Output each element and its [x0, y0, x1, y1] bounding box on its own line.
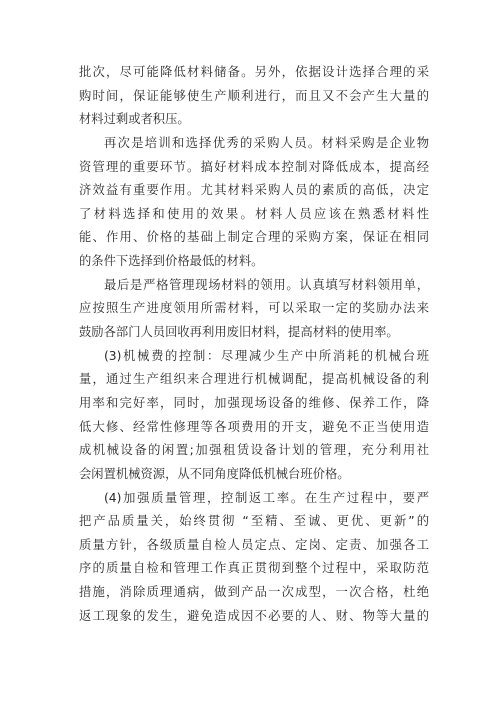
text-line: 序的质量自检和管理工作真正贯彻到整个过程中，采取防范 — [79, 561, 429, 576]
text-line: 了材料选择和使用的效果。材料人员应该在熟悉材料性 — [79, 206, 429, 221]
text-line: 返工现象的发生，避免造成因不必要的人、财、物等大量的 — [79, 608, 429, 623]
text-line: 质量方针，各级质量自检人员定点、定岗、定责、加强各工 — [79, 537, 429, 552]
text-line: 批次，尽可能降低材料储备。另外，依据设计选择合理的采 — [79, 65, 429, 79]
text-line: 把产品质量关，始终贯彻 “至精、至诚、更优、更新”的 — [79, 514, 429, 529]
paragraph-first-line: (4)加强质量管理，控制返工率。在生产过程中，要严 — [104, 490, 429, 505]
paragraph-first-line: 最后是严格管理现场材料的领用。认真填写材料领用单， — [104, 277, 429, 292]
text-line: 低大修、经常性修理等各项费用的开支，避免不正当使用造 — [79, 419, 429, 434]
paragraph-first-line: 再次是培训和选择优秀的采购人员。材料采购是企业物 — [104, 135, 429, 150]
text-line: 量，通过生产组织来合理进行机械调配，提高机械设备的利 — [79, 372, 429, 387]
text-line: 应按照生产进度领用所需材料，可以采取一定的奖励办法来 — [79, 301, 429, 316]
text-line: 资管理的重要环节。搞好材料成本控制对降低成本，提高经 — [79, 159, 429, 174]
text-line: 材料过剩或者积压。 — [79, 112, 190, 127]
text-line: 会闲置机械资源，从不同角度降低机械台班价格。 — [79, 466, 350, 481]
text-line: 用率和完好率，同时，加强现场设备的维修、保养工作，降 — [79, 395, 429, 410]
text-line: 济效益有重要作用。尤其材料采购人员的素质的高低，决定 — [79, 183, 429, 198]
text-line: 能、作用、价格的基础上制定合理的采购方案，保证在相同 — [79, 230, 429, 245]
body-text — [79, 61, 429, 628]
paragraph-first-line: (3)机械费的控制：尽理减少生产中所消耗的机械台班 — [104, 348, 429, 363]
text-line: 鼓励各部门人员回收再利用废旧材料，提高材料的使用率。 — [79, 325, 399, 340]
text-line: 成机械设备的闲置;加强租赁设备计划的管理，充分利用社 — [79, 443, 429, 458]
text-line: 购时间，保证能够使生产顺利进行，而且又不会产生大量的 — [79, 88, 429, 103]
text-line: 的条件下选择到价格最低的材料。 — [79, 254, 264, 269]
text-line: 措施，消除质理通病，做到产品一次成型，一次合格，杜绝 — [79, 585, 429, 600]
